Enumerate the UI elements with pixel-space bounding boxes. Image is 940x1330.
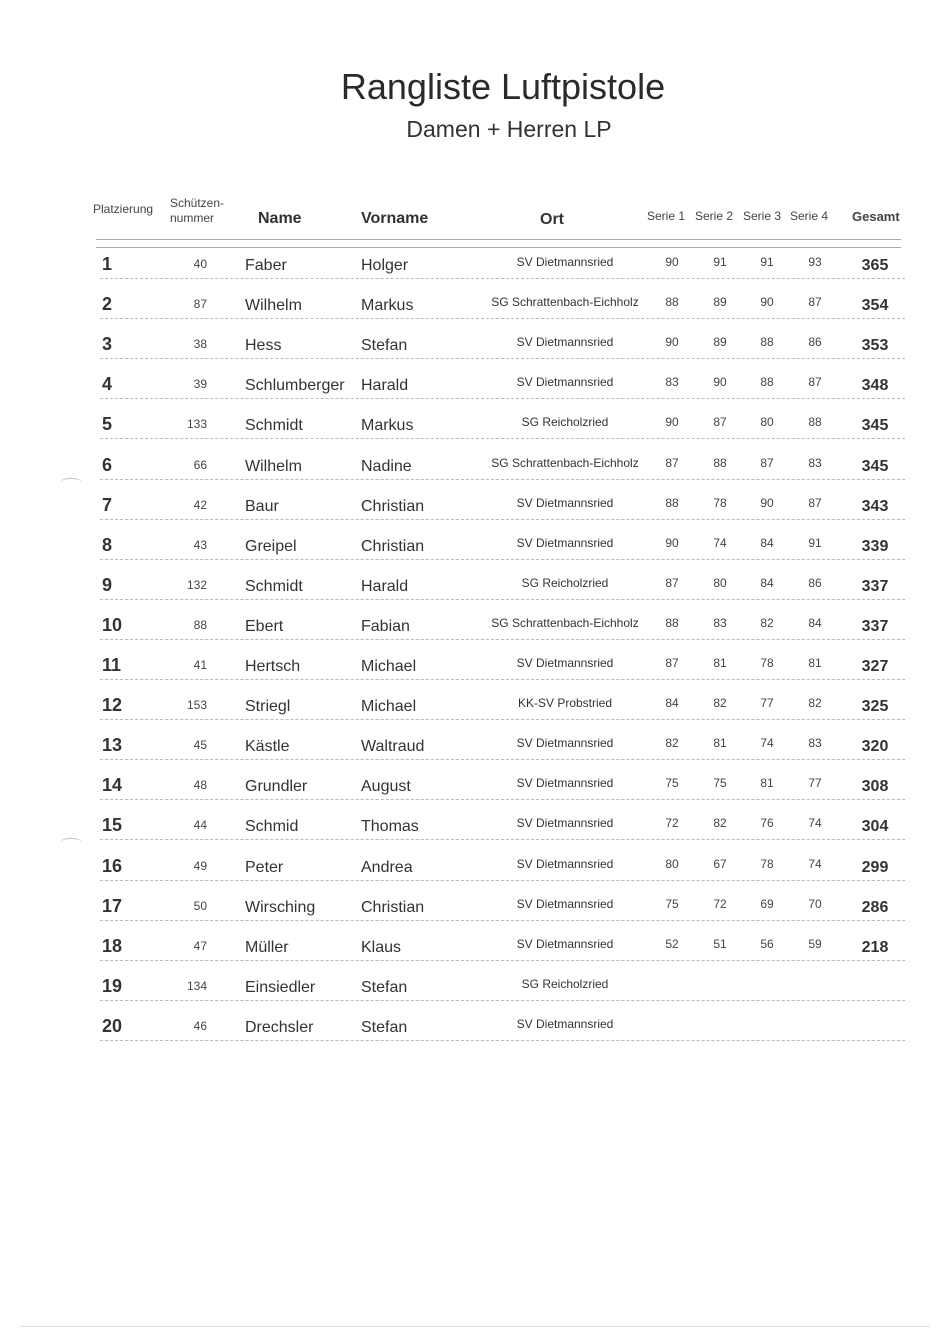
header-serie1: Serie 1: [647, 209, 686, 223]
serie1-cell: 90: [665, 535, 679, 550]
club-cell: SV Dietmannsried: [516, 255, 614, 269]
serie4-cell: 74: [808, 816, 822, 831]
serie4-cell: 87: [808, 495, 822, 510]
page-subtitle: Damen + Herren LP: [406, 116, 612, 142]
rank-cell: 18: [102, 935, 123, 956]
rank-cell: 14: [102, 775, 123, 796]
header-divider-2: [96, 247, 901, 248]
table-row: [0, 574, 940, 617]
rank-cell: 19: [102, 975, 123, 996]
serie2-cell: 67: [713, 856, 727, 871]
serie3-cell: 87: [760, 455, 774, 470]
name-cell: Schmid: [245, 818, 299, 836]
first-name-cell: Christian: [361, 497, 425, 515]
club-cell: SV Dietmannsried: [516, 535, 614, 550]
first-name-cell: Klaus: [361, 938, 402, 956]
club-cell: SG Schrattenbach-Eichholz: [491, 295, 639, 310]
shooter-number-cell: 46: [193, 1018, 207, 1033]
header-gesamt: Gesamt: [852, 209, 900, 224]
serie1-cell: 87: [665, 575, 679, 590]
serie1-cell: 90: [665, 335, 679, 350]
serie2-cell: 90: [713, 375, 727, 390]
serie4-cell: 82: [808, 696, 822, 711]
serie3-cell: 90: [760, 295, 774, 310]
row-divider: [100, 278, 905, 279]
header-nummer-line1: Schützen-: [170, 196, 225, 210]
serie2-cell: 88: [713, 455, 727, 470]
first-name-cell: Michael: [361, 658, 417, 675]
header-name: Name: [258, 210, 302, 227]
table-row: [0, 895, 940, 938]
serie4-cell: 84: [808, 615, 822, 630]
row-divider: [100, 559, 905, 560]
total-cell: 308: [861, 778, 889, 796]
name-cell: Einsiedler: [245, 978, 316, 996]
serie2-cell: 81: [713, 656, 727, 670]
row-divider: [100, 438, 905, 439]
table-row: [0, 256, 940, 296]
serie3-cell: 91: [760, 255, 774, 269]
total-cell: 218: [861, 938, 889, 956]
serie2-cell: 51: [713, 936, 727, 951]
row-divider: [100, 719, 905, 720]
club-cell: SV Dietmannsried: [516, 375, 614, 390]
name-cell: Schlumberger: [245, 377, 345, 395]
first-name-cell: Markus: [361, 417, 414, 435]
shooter-number-cell: 42: [193, 497, 207, 512]
table-row: [0, 817, 940, 857]
row-divider: [100, 358, 905, 359]
serie3-cell: 78: [760, 856, 774, 871]
first-name-cell: Stefan: [361, 1018, 408, 1036]
serie3-cell: 69: [760, 896, 774, 911]
row-divider: [100, 479, 905, 480]
total-cell: 299: [861, 858, 889, 876]
serie1-cell: 75: [665, 776, 679, 791]
rank-cell: 20: [102, 1015, 123, 1036]
total-cell: 365: [861, 257, 889, 274]
total-cell: 339: [861, 537, 889, 555]
first-name-cell: Michael: [361, 698, 417, 716]
name-cell: Drechsler: [245, 1018, 314, 1036]
total-cell: 325: [861, 698, 889, 716]
club-cell: SV Dietmannsried: [516, 776, 614, 791]
shooter-number-cell: 38: [193, 337, 207, 352]
shooter-number-cell: 44: [193, 818, 207, 833]
row-divider: [100, 799, 905, 800]
serie2-cell: 82: [713, 816, 727, 831]
header-serie4: Serie 4: [790, 209, 829, 223]
serie1-cell: 88: [665, 295, 679, 310]
serie1-cell: 72: [665, 816, 679, 831]
shooter-number-cell: 88: [193, 617, 207, 632]
table-row: [0, 336, 940, 376]
first-name-cell: Thomas: [361, 818, 419, 836]
serie3-cell: 81: [760, 776, 774, 791]
page-title: Rangliste Luftpistole: [340, 66, 666, 107]
first-name-cell: Stefan: [361, 978, 408, 996]
rank-cell: 11: [102, 655, 122, 675]
rank-cell: 8: [102, 534, 113, 555]
first-name-cell: Christian: [361, 537, 425, 555]
club-cell: SG Reicholzried: [521, 575, 609, 590]
table-row: [0, 1015, 940, 1058]
name-cell: Schmidt: [245, 577, 303, 595]
rank-cell: 1: [102, 254, 113, 274]
serie3-cell: 80: [760, 415, 774, 430]
serie2-cell: 74: [713, 535, 727, 550]
serie3-cell: 56: [760, 936, 774, 951]
serie4-cell: 86: [808, 335, 822, 350]
table-row: [0, 416, 940, 456]
rank-cell: 15: [102, 815, 123, 836]
serie4-cell: 83: [808, 736, 822, 751]
serie3-cell: 74: [760, 736, 774, 751]
shooter-number-cell: 132: [186, 577, 207, 592]
serie4-cell: 70: [808, 896, 822, 911]
serie4-cell: 74: [808, 856, 822, 871]
club-cell: KK-SV Probstried: [517, 696, 613, 711]
header-vorname: Vorname: [361, 210, 429, 227]
name-cell: Wilhelm: [245, 457, 302, 475]
total-cell: 353: [861, 337, 889, 355]
first-name-cell: Harald: [361, 377, 409, 395]
total-cell: 304: [861, 818, 889, 836]
table-row: [0, 376, 940, 416]
total-cell: 348: [861, 377, 889, 395]
row-divider: [100, 519, 905, 520]
table-row: [0, 737, 940, 777]
shooter-number-cell: 133: [186, 417, 207, 432]
first-name-cell: Holger: [361, 257, 409, 274]
serie3-cell: 77: [760, 696, 774, 711]
shooter-number-cell: 49: [193, 858, 207, 873]
header-divider: [96, 239, 901, 240]
header-nummer-line2: nummer: [170, 211, 215, 225]
row-divider: [100, 639, 905, 640]
club-cell: SG Reicholzried: [521, 415, 609, 430]
serie3-cell: 82: [760, 615, 774, 630]
name-cell: Peter: [245, 858, 284, 876]
rank-cell: 16: [102, 855, 123, 876]
table-row: [0, 614, 940, 657]
club-cell: SV Dietmannsried: [516, 896, 614, 911]
shooter-number-cell: 40: [193, 257, 207, 271]
table-row: [0, 935, 940, 978]
punch-hole-mark: [60, 838, 82, 847]
serie4-cell: 77: [808, 776, 822, 791]
serie2-cell: 91: [713, 255, 727, 269]
table-row: [0, 454, 940, 497]
shooter-number-cell: 47: [193, 938, 207, 953]
name-cell: Wirsching: [245, 898, 316, 916]
serie3-cell: 84: [760, 575, 774, 590]
serie2-cell: 78: [713, 495, 727, 510]
row-divider: [100, 1000, 905, 1001]
name-cell: Striegl: [245, 698, 291, 716]
serie4-cell: 87: [808, 295, 822, 310]
name-cell: Kästle: [245, 738, 290, 756]
rank-cell: 6: [102, 454, 113, 475]
serie1-cell: 84: [665, 696, 679, 711]
shooter-number-cell: 48: [193, 778, 207, 793]
row-divider: [100, 920, 905, 921]
serie4-cell: 81: [808, 656, 822, 670]
serie2-cell: 81: [713, 736, 727, 751]
club-cell: SV Dietmannsried: [516, 856, 614, 871]
table-row: [0, 855, 940, 898]
shooter-number-cell: 153: [186, 698, 207, 713]
row-divider: [100, 679, 905, 680]
serie1-cell: 52: [665, 936, 679, 951]
serie4-cell: 91: [808, 535, 822, 550]
total-cell: 337: [861, 577, 889, 595]
shooter-number-cell: 43: [193, 537, 207, 552]
serie2-cell: 75: [713, 776, 727, 791]
rank-cell: 4: [102, 374, 113, 395]
serie1-cell: 87: [665, 455, 679, 470]
rank-cell: 7: [102, 494, 113, 515]
row-divider: [100, 759, 905, 760]
club-cell: SV Dietmannsried: [516, 656, 614, 670]
row-divider: [100, 839, 905, 840]
total-cell: 327: [861, 658, 889, 675]
table-row: [0, 777, 940, 817]
serie4-cell: 83: [808, 455, 822, 470]
rank-cell: 2: [102, 294, 113, 315]
total-cell: 320: [861, 738, 889, 756]
name-cell: Baur: [245, 497, 279, 515]
serie2-cell: 89: [713, 295, 727, 310]
serie2-cell: 80: [713, 575, 727, 590]
first-name-cell: Fabian: [361, 617, 410, 635]
name-cell: Faber: [245, 257, 287, 274]
rank-cell: 17: [102, 895, 123, 916]
punch-hole-mark: [60, 478, 82, 487]
name-cell: Schmidt: [245, 417, 303, 435]
serie3-cell: 88: [760, 335, 774, 350]
row-divider: [100, 960, 905, 961]
club-cell: SV Dietmannsried: [516, 736, 614, 751]
row-divider: [100, 1040, 905, 1041]
serie3-cell: 78: [760, 656, 774, 670]
club-cell: SG Schrattenbach-Eichholz: [491, 455, 639, 470]
name-cell: Wilhelm: [245, 297, 302, 315]
rank-cell: 3: [102, 334, 113, 355]
club-cell: SV Dietmannsried: [516, 495, 614, 510]
name-cell: Hess: [245, 337, 282, 355]
header-serie3: Serie 3: [743, 209, 782, 223]
serie4-cell: 88: [808, 415, 822, 430]
row-divider: [100, 318, 905, 319]
club-cell: SG Reicholzried: [521, 976, 609, 991]
total-cell: 286: [861, 898, 889, 916]
club-cell: SV Dietmannsried: [516, 936, 614, 951]
serie3-cell: 88: [760, 375, 774, 390]
serie3-cell: 90: [760, 495, 774, 510]
serie2-cell: 82: [713, 696, 727, 711]
serie1-cell: 87: [665, 656, 679, 670]
serie4-cell: 93: [808, 255, 822, 269]
first-name-cell: Stefan: [361, 337, 408, 355]
name-cell: Ebert: [245, 617, 284, 635]
serie1-cell: 90: [665, 255, 679, 269]
name-cell: Hertsch: [245, 658, 301, 675]
row-divider: [100, 880, 905, 881]
header-serie2: Serie 2: [695, 209, 734, 223]
total-cell: 354: [861, 297, 889, 315]
serie2-cell: 72: [713, 896, 727, 911]
shooter-number-cell: 41: [193, 658, 207, 672]
total-cell: 345: [861, 457, 889, 475]
club-cell: SV Dietmannsried: [516, 1016, 614, 1031]
club-cell: SV Dietmannsried: [516, 335, 614, 350]
shooter-number-cell: 87: [193, 297, 207, 312]
total-cell: 345: [861, 417, 889, 435]
serie1-cell: 80: [665, 856, 679, 871]
serie1-cell: 75: [665, 896, 679, 911]
table-row: [0, 534, 940, 577]
row-divider: [100, 599, 905, 600]
rank-cell: 12: [102, 695, 123, 716]
name-cell: Greipel: [245, 537, 297, 555]
name-cell: Müller: [245, 938, 289, 956]
first-name-cell: August: [361, 778, 411, 796]
first-name-cell: Harald: [361, 577, 409, 595]
table-row: [0, 657, 940, 697]
table-row: [0, 296, 940, 336]
rank-cell: 5: [102, 414, 113, 435]
serie1-cell: 83: [665, 375, 679, 390]
first-name-cell: Christian: [361, 898, 425, 916]
table-row: [0, 494, 940, 537]
first-name-cell: Nadine: [361, 457, 412, 475]
serie2-cell: 89: [713, 335, 727, 350]
serie3-cell: 76: [760, 816, 774, 831]
first-name-cell: Waltraud: [361, 738, 425, 756]
shooter-number-cell: 45: [193, 738, 207, 753]
serie2-cell: 87: [713, 415, 727, 430]
rank-cell: 9: [102, 574, 113, 595]
shooter-number-cell: 66: [193, 457, 207, 472]
name-cell: Grundler: [245, 778, 308, 796]
page-edge: [20, 1326, 930, 1327]
serie4-cell: 87: [808, 375, 822, 390]
shooter-number-cell: 39: [193, 377, 207, 392]
serie1-cell: 90: [665, 415, 679, 430]
first-name-cell: Markus: [361, 297, 414, 315]
serie1-cell: 82: [665, 736, 679, 751]
serie1-cell: 88: [665, 495, 679, 510]
total-cell: 343: [861, 497, 889, 515]
header-ort: Ort: [540, 211, 564, 228]
rank-cell: 13: [102, 735, 123, 756]
club-cell: SG Schrattenbach-Eichholz: [491, 615, 639, 630]
header-platzierung: Platzierung: [93, 202, 154, 216]
total-cell: 337: [861, 617, 889, 635]
table-row: [0, 697, 940, 737]
serie1-cell: 88: [665, 615, 679, 630]
serie4-cell: 86: [808, 575, 822, 590]
serie3-cell: 84: [760, 535, 774, 550]
serie2-cell: 83: [713, 615, 727, 630]
shooter-number-cell: 134: [186, 978, 207, 993]
shooter-number-cell: 50: [193, 898, 207, 913]
serie4-cell: 59: [808, 936, 822, 951]
first-name-cell: Andrea: [361, 858, 413, 876]
club-cell: SV Dietmannsried: [516, 816, 614, 831]
row-divider: [100, 398, 905, 399]
table-row: [0, 975, 940, 1018]
rank-cell: 10: [102, 614, 123, 635]
